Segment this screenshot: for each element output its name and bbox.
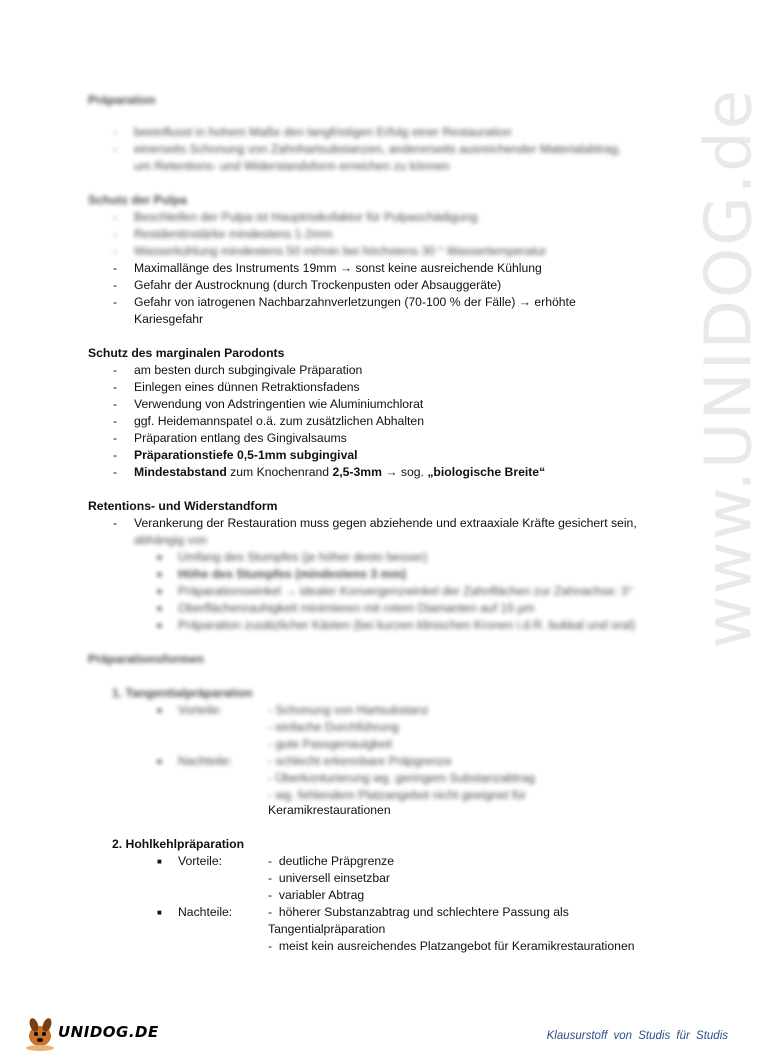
sub-list-item: Umfang des Stumpfes (je höher desto besser) — [178, 550, 428, 564]
bullet-dash: - — [113, 431, 118, 445]
bullet-dash: - — [113, 397, 118, 411]
text: einfache Durchführung — [275, 720, 399, 734]
text: → sog. — [381, 465, 428, 479]
bullet-dash: - — [113, 227, 118, 241]
bullet-dash: - — [113, 125, 118, 139]
list-item: beeinflusst in hohem Maße den langfristigen Erfolg einer Restauration — [134, 125, 512, 139]
text: wg. fehlendem Platzangebot nicht geeignet für — [275, 788, 527, 802]
text: schlecht erkennbare Präpgrenze — [275, 754, 452, 768]
text: zum Knochenrand — [226, 465, 333, 479]
text: Überkonturierung wg. geringem Substanzabtrag — [275, 771, 535, 785]
bullet-dash: - — [113, 516, 118, 530]
list-item: - deutliche Präpgrenze — [268, 854, 395, 868]
heading-formen: Präparationsformen — [88, 652, 204, 666]
text: deutliche Präpgrenze — [278, 854, 395, 868]
list-item: Wasserkühlung mindestens 50 ml/min bei höchstens 30 ° Wassertemperatur — [134, 244, 547, 258]
square-bullet-icon: ■ — [157, 604, 162, 613]
label-vorteile: Vorteile: — [178, 854, 223, 868]
list-item: - meist kein ausreichendes Platzangebot für Keramikrestaurationen — [268, 939, 635, 953]
list-item: - einfache Durchführung — [268, 720, 399, 734]
list-item: Maximallänge des Instruments 19mm → sonst keine ausreichende Kühlung — [134, 261, 542, 275]
square-bullet-icon: ■ — [157, 757, 162, 766]
footer-tagline: Klausurstoff von Studis für Studis — [546, 1030, 728, 1042]
heading-retention: Retentions- und Widerstandform — [88, 499, 278, 513]
text-bold: Mindestabstand — [134, 465, 227, 479]
bullet-dash: - — [113, 363, 118, 377]
square-bullet-icon: ■ — [157, 553, 162, 562]
text: variabler Abtrag — [278, 888, 365, 902]
text: meist kein ausreichendes Platzangebot für Keramikrestaurationen — [278, 939, 635, 953]
sub-list-item: Höhe des Stumpfes (mindestens 3 mm) — [178, 567, 407, 581]
square-bullet-icon: ■ — [157, 621, 162, 630]
list-item: - Schonung von Hartsubstanz — [268, 703, 429, 717]
list-item-cont: Keramikrestaurationen — [268, 803, 391, 817]
heading-pulpa: Schutz der Pulpa — [88, 193, 187, 207]
label-nachteile: Nachteile: — [178, 754, 233, 768]
bullet-dash: - — [113, 414, 118, 428]
list-item: - höherer Substanzabtrag und schlechtere Passung als — [268, 905, 569, 919]
list-item: Gefahr der Austrocknung (durch Trockenpusten oder Absauggeräte) — [134, 278, 502, 292]
list-item: einerseits Schonung von Zahnhartsubstanzen, andererseits ausreichender Materialabtrag, — [134, 142, 622, 156]
list-item: Kariesgefahr — [134, 312, 204, 326]
heading-parodont: Schutz des marginalen Parodonts — [88, 346, 285, 360]
list-item: ggf. Heidemannspatel o.ä. zum zusätzlichen Abhalten — [134, 414, 424, 428]
list-item: - schlecht erkennbare Präpgrenze — [268, 754, 452, 768]
bullet-dash: - — [113, 465, 118, 479]
list-item: - Überkonturierung wg. geringem Substanzabtrag — [268, 771, 535, 785]
list-item: - gute Passgenauigkeit — [268, 737, 392, 751]
text-bold: 2,5-3mm — [332, 465, 382, 479]
list-item: Einlegen eines dünnen Retraktionsfadens — [134, 380, 360, 394]
square-bullet-icon: ■ — [157, 857, 162, 866]
sub-list-item: Präparation zusätzlicher Kästen (bei kurzen klinischen Kronen i.d.R. bukkal und oral) — [178, 618, 636, 632]
label-nachteile: Nachteile: — [178, 905, 233, 919]
sub-list-item: Oberflächenrauhigkeit minimieren mit rotem Diamanten auf 15 µm — [178, 601, 535, 615]
text: universell einsetzbar — [278, 871, 390, 885]
bullet-dash: - — [113, 448, 118, 462]
heading-praeparation: Präparation — [88, 93, 156, 107]
numbered-title-tangential: 1. Tangentialpräparation — [112, 686, 253, 700]
list-item: Verankerung der Restauration muss gegen abziehende und extraaxiale Kräfte gesichert sein, — [134, 516, 637, 530]
list-item: - universell einsetzbar — [268, 871, 390, 885]
square-bullet-icon: ■ — [157, 587, 162, 596]
square-bullet-icon: ■ — [157, 570, 162, 579]
bullet-dash: - — [113, 210, 118, 224]
text: höherer Substanzabtrag und schlechtere Passung als — [278, 905, 569, 919]
label-vorteile: Vorteile: — [178, 703, 223, 717]
list-item: - wg. fehlendem Platzangebot nicht geeignet für — [268, 788, 527, 802]
logo-text: UNIDOG.DE — [58, 1023, 159, 1041]
list-item: - variabler Abtrag — [268, 888, 365, 902]
numbered-title-hohlkehl: 2. Hohlkehlpräparation — [112, 837, 245, 851]
list-item-cont: Tangentialpräparation — [268, 922, 386, 936]
sub-list-item: Präparationswinkel → idealer Konvergenzwinkel der Zahnflächen zur Zahnachse: 3° — [178, 584, 633, 598]
watermark: www.UNIDOG.de — [692, 87, 767, 649]
list-item: Präparationstiefe 0,5-1mm subgingival — [134, 448, 358, 462]
bullet-dash: - — [113, 244, 118, 258]
list-item: Restdentinstärke mindestens 1-2mm — [134, 227, 333, 241]
square-bullet-icon: ■ — [157, 706, 162, 715]
list-item-mindestabstand — [134, 464, 545, 481]
list-item: Präparation entlang des Gingivalsaums — [134, 431, 347, 445]
bullet-dash: - — [113, 380, 118, 394]
list-item: Beschleifen der Pulpa ist Hauptrisikofaktor für Pulpaschädigung — [134, 210, 478, 224]
list-item: Verwendung von Adstringentien wie Aluminiumchlorat — [134, 397, 424, 411]
square-bullet-icon: ■ — [157, 908, 162, 917]
bullet-dash: - — [113, 295, 118, 309]
list-item: am besten durch subgingivale Präparation — [134, 363, 363, 377]
text: gute Passgenauigkeit — [275, 737, 392, 751]
text-bold: „biologische Breite“ — [427, 465, 546, 479]
list-item: Gefahr von iatrogenen Nachbarzahnverletzungen (70-100 % der Fälle) → erhöhte — [134, 295, 576, 309]
bullet-dash: - — [113, 142, 118, 156]
list-item-cont: abhängig von — [134, 533, 208, 547]
text: Schonung von Hartsubstanz — [275, 703, 429, 717]
list-item: um Retentions- und Widerstandsform erreichen zu können — [134, 159, 450, 173]
bullet-dash: - — [113, 278, 118, 292]
bullet-dash: - — [113, 261, 118, 275]
